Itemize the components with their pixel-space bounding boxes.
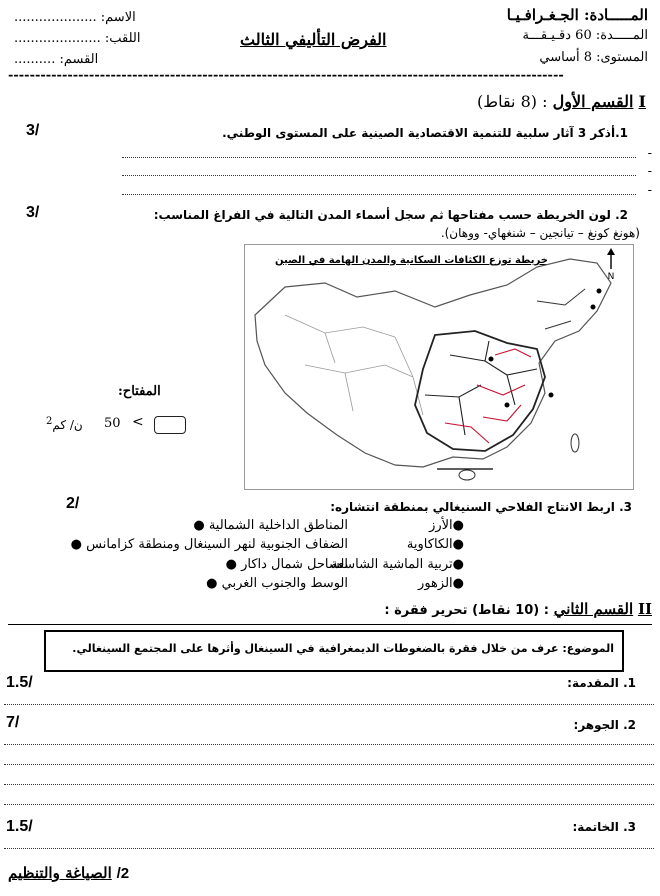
map-title: خريطة توزع الكثافات السكانية والمدن الهامة في الصين <box>275 255 548 266</box>
q3-product-3[interactable]: ● تربية الماشية الشاسعة <box>331 557 464 572</box>
north-label: N <box>607 272 615 282</box>
conclusion-label: 3. الخاتمة: <box>572 820 636 834</box>
intro-label: 1. المقدمة: <box>567 676 636 690</box>
q1-answer-line-2[interactable] <box>122 175 636 176</box>
china-map <box>244 244 634 490</box>
header-separator: ------------------------------------------------------------------------------------------------------- <box>8 68 564 83</box>
city-dot-2 <box>591 305 596 310</box>
conclusion-mark: 1.5/ <box>6 818 33 835</box>
part2-numeral: II <box>637 600 652 618</box>
q1-text: 1.أذكر 3 آثار سلبية للتنمية الاقتصادية الصينية على المستوى الوطني. <box>222 126 628 140</box>
body-mark: 7/ <box>6 714 20 731</box>
subject-line: المـــــادة: الجـغـرافـيـا <box>506 6 648 24</box>
intro-mark: 1.5/ <box>6 674 33 691</box>
part1-numeral: I <box>638 92 646 111</box>
northeast-borders <box>537 289 585 329</box>
eastern-provinces-outline <box>415 331 545 451</box>
eastern-borders <box>425 341 537 435</box>
q3-region-2[interactable]: الضفاف الجنوبية لنهر السينغال ومنطقة كزامانس ● <box>71 537 348 552</box>
city-dot-1 <box>597 289 602 294</box>
hainan-island <box>459 470 475 480</box>
key-unit-sup: 2 <box>46 416 53 427</box>
part1-points: : (8 نقاط) <box>477 92 548 111</box>
key-unit-label: ن/ كم <box>52 418 83 432</box>
part2-points: : (10 نقاط) تحرير فقرة : <box>384 603 549 618</box>
q3-mark: 2/ <box>66 495 80 512</box>
body-line-1[interactable] <box>4 744 654 745</box>
city-dot-3 <box>549 393 554 398</box>
q1-dash-3: - <box>647 183 652 198</box>
part2-title: القسم الثاني <box>553 600 634 618</box>
key-unit <box>46 416 83 432</box>
topic-text: الموضوع: عرف من خلال فقرة بالضغوطات الديمغرافية في السينغال وأثرها على المجتمع السينغالي. <box>72 642 614 655</box>
part2-rule <box>8 624 652 625</box>
body-label: 2. الجوهر: <box>573 718 636 732</box>
name-field[interactable]: الاسم: .................... <box>14 10 136 25</box>
north-arrow-head <box>607 248 615 255</box>
body-line-3[interactable] <box>4 784 654 785</box>
q3-region-1[interactable]: المناطق الداخلية الشمالية ● <box>193 518 348 533</box>
conclusion-line-1[interactable] <box>4 848 654 849</box>
body-line-4[interactable] <box>4 804 654 805</box>
footer-label: الصياغة والتنظيم <box>8 864 112 882</box>
duration-line: المـــــدة: 60 دقـيـقـــة <box>522 28 648 43</box>
q3-text: 3. اربط الانتاج الفلاحي السنيغالي بمنطقة انتشاره: <box>330 500 632 514</box>
part1-title: القسم الأول <box>552 92 634 111</box>
body-line-2[interactable] <box>4 764 654 765</box>
q3-product-1[interactable]: ● الأرز <box>429 518 464 533</box>
page-title: الفرض التأليفي الثالث <box>240 30 387 49</box>
part2-heading <box>384 600 652 618</box>
q2-mark: 3/ <box>26 204 40 221</box>
intro-line-1[interactable] <box>4 704 654 705</box>
q3-region-3[interactable]: الساحل شمال داكار ● <box>226 557 348 572</box>
q1-dash-2: - <box>647 164 652 179</box>
q1-dash-1: - <box>647 146 652 161</box>
q1-mark: 3/ <box>26 122 40 139</box>
footer-heading <box>8 864 129 882</box>
part1-heading <box>477 92 646 111</box>
q3-product-2[interactable]: ● الكاكاوية <box>407 537 464 552</box>
q3-product-4[interactable]: ● الزهور <box>418 576 464 591</box>
key-title: المفتاح: <box>118 384 161 399</box>
china-map-drawing <box>245 245 633 489</box>
q3-region-4[interactable]: الوسط والجنوب الغربي ● <box>206 576 348 591</box>
key-color-box[interactable] <box>154 416 186 434</box>
level-line: المستوى: 8 أساسي <box>539 50 648 65</box>
city-dot-4 <box>505 403 510 408</box>
q2-cities: (هونغ كونغ – تيانجين – شنغهاي- ووهان). <box>440 226 640 240</box>
key-sign: > <box>132 414 144 430</box>
q2-text: 2. لون الخريطة حسب مفتاحها ثم سجل أسماء المدن التالية في الفراغ المناسب: <box>153 208 628 222</box>
q1-answer-line-3[interactable] <box>122 194 636 195</box>
topic-box <box>44 630 624 672</box>
western-borders <box>285 315 423 415</box>
footer-mark: 2/ <box>116 865 130 882</box>
taiwan-island <box>571 434 579 452</box>
surname-field[interactable]: اللقب: ..................... <box>14 31 141 46</box>
class-field[interactable]: القسم: .......... <box>14 52 99 67</box>
city-dot-5 <box>489 357 494 362</box>
q1-answer-line-1[interactable] <box>122 157 636 158</box>
key-value: 50 <box>104 416 121 431</box>
